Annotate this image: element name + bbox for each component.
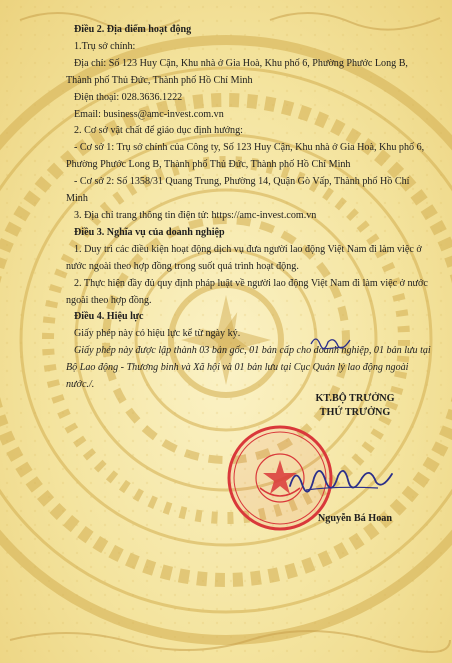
article-4-line: Giấy phép này có hiệu lực kể từ ngày ký. bbox=[74, 328, 241, 340]
article-2-heading: Điều 2. Địa điểm hoạt động bbox=[74, 24, 192, 35]
article-2-line: Email: business@amc-invest.com.vn bbox=[74, 108, 224, 120]
article-2-line: 3. Địa chỉ trang thông tin điện tử: https://amc-invest.com.vn bbox=[74, 209, 317, 221]
article-4-heading: Điều 4. Hiệu lực bbox=[74, 311, 144, 323]
signer-name: Nguyễn Bá Hoan bbox=[317, 513, 393, 524]
signer-title: THỨ TRƯỞNG bbox=[319, 407, 391, 418]
article-2-line: Điện thoại: 028.3636.1222 bbox=[74, 91, 183, 103]
article-3-heading: Điều 3. Nghĩa vụ của doanh nghiệp bbox=[74, 226, 225, 238]
article-3-line: 2. Thực hiện đầy đủ quy định pháp luật về người lao động Việt Nam đi làm việc ở nước ngoài theo hợp đồng. bbox=[66, 277, 428, 306]
initial-mark bbox=[308, 332, 354, 354]
handwritten-signature bbox=[286, 456, 396, 506]
article-2-line: 1.Trụ sở chính: bbox=[74, 40, 136, 52]
article-2-line: - Cơ sở 2: Số 1358/31 Quang Trung, Phường 14, Quận Gò Vấp, Thành phố Hồ Chí Minh bbox=[66, 176, 410, 205]
article-2-line: 2. Cơ sở vật chất để giáo dục định hướng: bbox=[74, 125, 243, 137]
article-3-line: 1. Duy trì các điều kiện hoạt động dịch vụ đưa người lao động Việt Nam đi làm việc ở nước ngoài theo hợp đồng trong suốt quá trình hoạt động. bbox=[66, 243, 422, 272]
signer-role: KT.BỘ TRƯỞNG bbox=[315, 393, 395, 404]
article-4-note: Giấy phép này được lập thành 03 bản gốc, 01 bản cấp cho doanh nghiệp, 01 bản lưu tại Bộ Lao động - Thương binh và Xã hội và 01 bản lưu tại Cục Quản lý lao động ngoài nước./. bbox=[66, 345, 431, 391]
article-2-line: - Cơ sở 1: Trụ sở chính của Công ty, Số 123 Huy Cận, Khu nhà ở Gia Hoà, Khu phố 6, Phường Phước Long B, Thành phố Thủ Đức, Thành phố Hồ Chí Minh bbox=[66, 142, 425, 171]
article-2-line: Địa chỉ: Số 123 Huy Cận, Khu nhà ở Gia Hoà, Khu phố 6, Phường Phước Long B, Thành phố Thủ Đức, Thành phố Hồ Chí Minh bbox=[66, 57, 408, 86]
document-body bbox=[66, 22, 432, 394]
